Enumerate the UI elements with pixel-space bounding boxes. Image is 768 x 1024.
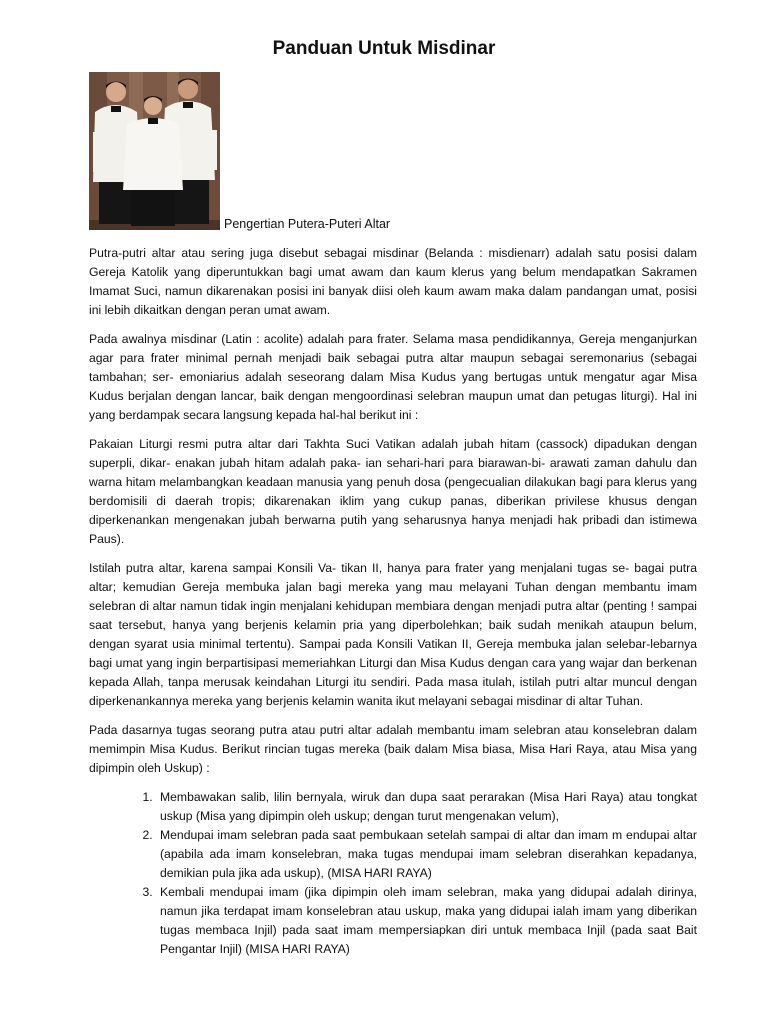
list-item: 3. Kembali mendupai imam (jika dipimpin oleh imam selebran, maka yang didupai adalah dirinya, namun jika terdapat imam konselebran atau uskup, maka yang didupai ialah imam yang diberikan tugas membaca Injil) pada saat imam mempersiapkan diri untuk membaca Injil (pada saat Bait Pengantar Injil) (MISA HARI RAYA) [156,883,697,959]
document-body [89,244,697,959]
paragraph-history: Pada awalnya misdinar (Latin : acolite) adalah para frater. Selama masa pendidikannya, Gereja menganjurkan agar para frater minimal pernah menjadi baik sebagai putra altar maupun sebagai seremonarius (sebagai tambahan; ser- emoniarius adalah seseorang dalam Misa Kudus yang bertugas untuk mengatur agar Misa Kudus berjalan dengan lancar, baik dengan mengoordinasi selebran maupun umat dan petugas liturgi). Hal ini yang berdampak secara langsung kepada hal-hal berikut ini : [89,332,697,422]
document-title: Panduan Untuk Misdinar [272,38,496,59]
list-item: 2. Mendupai imam selebran pada saat pembukaan setelah sampai di altar dan imam m endupai altar (apabila ada imam konselebran, maka tugas mendupai imam selebran diserahkan kepadanya, demikian pula jika ada uskup), (MISA HARI RAYA) [156,826,697,883]
paragraph-definition: Putra-putri altar atau sering juga disebut sebagai misdinar (Belanda : misdienarr) adalah satu posisi dalam Gereja Katolik yang diperuntukkan bagi umat awam dan kaum klerus yang belum mendapatkan Sakramen Imamat Suci, namun dikarenakan posisi ini banyak diisi oleh kaum awam maka dalam pandangan umat, posisi ini lebih dikaitkan dengan peran umat awam. [89,246,697,317]
duties-list [89,788,697,959]
list-item: 1. Membawakan salib, lilin bernyala, wiruk dan dupa saat perarakan (Misa Hari Raya) atau tongkat uskup (Misa yang dipimpin oleh uskup; dengan turut mengenakan velum), [156,788,697,826]
paragraph-liturgical-vestments: Pakaian Liturgi resmi putra altar dari Takhta Suci Vatikan adalah jubah hitam (cassock) dipadukan dengan superpli, dikar- enakan jubah hitam adalah paka- ian sehari-hari para biarawan-bi- arawati zaman dahulu dan warna hitam melambangkan keadaan manusia yang penuh dosa (pengecualian dilakukan bagi para klerus yang berdomisili di daerah tropis; dikarenakan iklim yang cukup panas, diberikan privilese khusus dengan diperkenankan mengenakan jubah berwarna putih yang seharusnya hanya menjadi hak pribadi dan istimewa Paus). [89,437,697,546]
photo-caption: Pengertian Putera-Puteri Altar [224,217,391,231]
altar-servers-photo [89,72,220,230]
paragraph-altar-server-term: Istilah putra altar, karena sampai Konsili Va- tikan II, hanya para frater yang menjalani tugas se- bagai putra altar; kemudian Gereja membuka jalan bagi mereka yang mau melayani Tuhan dengan membantu imam selebran di altar namun tidak ingin menjalani kehidupan membiara dengan menjadi putra altar (penting ! sampai saat tersebut, hanya yang berjenis kelamin pria yang diperbolehkan; baik sudah menikah ataupun belum, dengan syarat usia minimal tertentu). Sampai pada Konsili Vatikan II, Gereja membuka jalan selebar-lebarnya bagi umat yang ingin berpartisipasi memeriahkan Liturgi dan Misa Kudus dengan cara yang wajar dan berkenan kepada Allah, tanpa merusak keindahan Liturgi itu sendiri. Pada masa itulah, istilah putri altar muncul dengan diperkenankannya mereka yang berjenis kelamin wanita ikut melayani sebagai misdinar di altar Tuhan. [89,561,697,708]
paragraph-duties-intro: Pada dasarnya tugas seorang putra atau putri altar adalah membantu imam selebran atau konselebran dalam memimpin Misa Kudus. Berikut rincian tugas mereka (baik dalam Misa biasa, Misa Hari Raya, atau Misa yang dipimpin oleh Uskup) : [89,723,697,775]
